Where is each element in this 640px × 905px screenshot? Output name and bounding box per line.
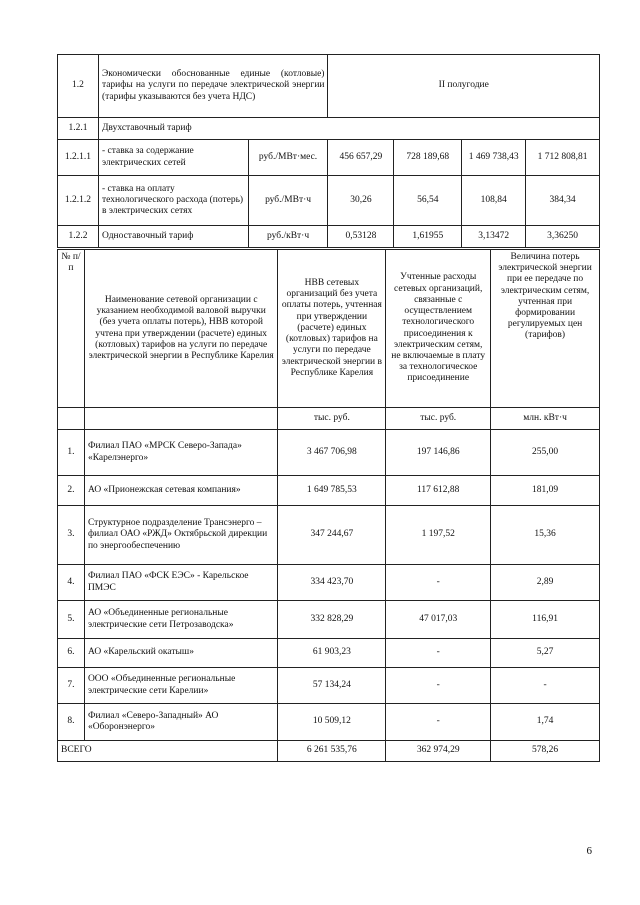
row-unit: руб./МВт·ч	[248, 176, 328, 226]
units-row	[58, 408, 600, 430]
row-number: 1.2.1	[58, 118, 99, 140]
total-nvv: 6 261 535,76	[278, 741, 386, 762]
costs-value: -	[386, 565, 491, 601]
org-name: Филиал «Северо-Западный» АО «Оборонэнерго»	[84, 704, 278, 741]
row-unit: руб./МВт·мес.	[248, 140, 328, 176]
empty-cell	[58, 408, 85, 430]
losses-value: 5,27	[491, 639, 600, 668]
nvv-value: 347 244,67	[278, 506, 386, 565]
table-row	[58, 476, 600, 506]
costs-value: -	[386, 639, 491, 668]
nvv-value: 332 828,29	[278, 601, 386, 639]
header-costs: Учтенные расходы сетевых организаций, связанные с осуществлением технологического присоединения к электрическим сетям, не включаемые в плату за технологическое присоединение	[386, 250, 491, 408]
nvv-value: 61 903,23	[278, 639, 386, 668]
org-name: Филиал ПАО «МРСК Северо-Запада» «Карелэнерго»	[84, 430, 278, 476]
value-cell: 728 189,68	[394, 140, 462, 176]
org-name: АО «Карельский окатыш»	[84, 639, 278, 668]
unit-losses: млн. кВт·ч	[491, 408, 600, 430]
empty-cell	[84, 408, 278, 430]
nvv-value: 1 649 785,53	[278, 476, 386, 506]
costs-value: -	[386, 668, 491, 704]
value-cell: 56,54	[394, 176, 462, 226]
row-number: 6.	[58, 639, 85, 668]
header-nvv: НВВ сетевых организаций без учета оплаты потерь, учтенная при утверждении (расчете) единых (котловых) тарифов на услуги по передаче электрической энергии в Республике Карелия	[278, 250, 386, 408]
table-row	[58, 639, 600, 668]
table-row	[58, 668, 600, 704]
table-row	[58, 565, 600, 601]
row-label: Двухставочный тариф	[98, 118, 599, 140]
org-name: АО «Прионежская сетевая компания»	[84, 476, 278, 506]
total-losses: 578,26	[491, 741, 600, 762]
table-row	[58, 704, 600, 741]
value-cell: 3,13472	[462, 226, 526, 248]
row-number: 8.	[58, 704, 85, 741]
value-cell: 1 469 738,43	[462, 140, 526, 176]
nvv-value: 3 467 706,98	[278, 430, 386, 476]
header-losses: Величина потерь электрической энергии при ее передаче по электрическим сетям, учтенная при формировании регулируемых цен (тарифов)	[491, 250, 600, 408]
value-cell: 384,34	[526, 176, 600, 226]
tariff-table	[57, 54, 600, 248]
losses-value: 116,91	[491, 601, 600, 639]
tariff-row-1-2-1-1	[58, 140, 600, 176]
row-number: 5.	[58, 601, 85, 639]
losses-value: 181,09	[491, 476, 600, 506]
losses-value: 2,89	[491, 565, 600, 601]
org-name: Филиал ПАО «ФСК ЕЭС» - Карельское ПМЭС	[84, 565, 278, 601]
network-orgs-table	[57, 249, 600, 762]
table-row	[58, 601, 600, 639]
org-name: ООО «Объединенные региональные электрические сети Карелии»	[84, 668, 278, 704]
header-name: Наименование сетевой организации с указанием необходимой валовой выручки (без учета оплаты потерь), НВВ которой учтена при утверждении (расчете) единых (котловых) тарифов на услуги по передаче электрической энергии в Республике Карелия	[84, 250, 278, 408]
value-cell: 0,53128	[328, 226, 394, 248]
costs-value: 117 612,88	[386, 476, 491, 506]
row-number: 7.	[58, 668, 85, 704]
page-number: 6	[586, 845, 592, 857]
tariff-row-1-2-1	[58, 118, 600, 140]
costs-value: 1 197,52	[386, 506, 491, 565]
losses-value: -	[491, 668, 600, 704]
row-label: - ставка за содержание электрических сетей	[98, 140, 248, 176]
header-row	[58, 250, 600, 408]
row-number: 4.	[58, 565, 85, 601]
row-number: 2.	[58, 476, 85, 506]
value-cell: 30,26	[328, 176, 394, 226]
losses-value: 15,36	[491, 506, 600, 565]
value-cell: 108,84	[462, 176, 526, 226]
total-costs: 362 974,29	[386, 741, 491, 762]
losses-value: 1,74	[491, 704, 600, 741]
period-label: II полугодие	[328, 55, 600, 118]
unit-nvv: тыс. руб.	[278, 408, 386, 430]
value-cell: 456 657,29	[328, 140, 394, 176]
value-cell: 1,61955	[394, 226, 462, 248]
row-label: Одноставочный тариф	[98, 226, 248, 248]
total-label: ВСЕГО	[58, 741, 278, 762]
row-unit: руб./кВт·ч	[248, 226, 328, 248]
row-number: 3.	[58, 506, 85, 565]
row-label: - ставка на оплату технологического расхода (потерь) в электрических сетях	[98, 176, 248, 226]
nvv-value: 10 509,12	[278, 704, 386, 741]
tariff-row-1-2-1-2	[58, 176, 600, 226]
header-num: № п/п	[58, 250, 85, 408]
losses-value: 255,00	[491, 430, 600, 476]
value-cell: 3,36250	[526, 226, 600, 248]
unit-costs: тыс. руб.	[386, 408, 491, 430]
costs-value: 47 017,03	[386, 601, 491, 639]
table-row	[58, 430, 600, 476]
costs-value: 197 146,86	[386, 430, 491, 476]
nvv-value: 57 134,24	[278, 668, 386, 704]
costs-value: -	[386, 704, 491, 741]
row-number: 1.2.1.2	[58, 176, 99, 226]
tariff-row-1-2	[58, 55, 600, 118]
row-number: 1.2	[58, 55, 99, 118]
org-name: Структурное подразделение Трансэнерго – филиал ОАО «РЖД» Октябрьской дирекции по энергообеспечению	[84, 506, 278, 565]
tariff-row-1-2-2	[58, 226, 600, 248]
row-label: Экономически обоснованные единые (котловые) тарифы на услуги по передаче электрической энергии (тарифы указываются без учета НДС)	[98, 55, 328, 118]
row-number: 1.2.1.1	[58, 140, 99, 176]
row-number: 1.2.2	[58, 226, 99, 248]
total-row	[58, 741, 600, 762]
nvv-value: 334 423,70	[278, 565, 386, 601]
row-number: 1.	[58, 430, 85, 476]
value-cell: 1 712 808,81	[526, 140, 600, 176]
table-row	[58, 506, 600, 565]
org-name: АО «Объединенные региональные электрические сети Петрозаводска»	[84, 601, 278, 639]
